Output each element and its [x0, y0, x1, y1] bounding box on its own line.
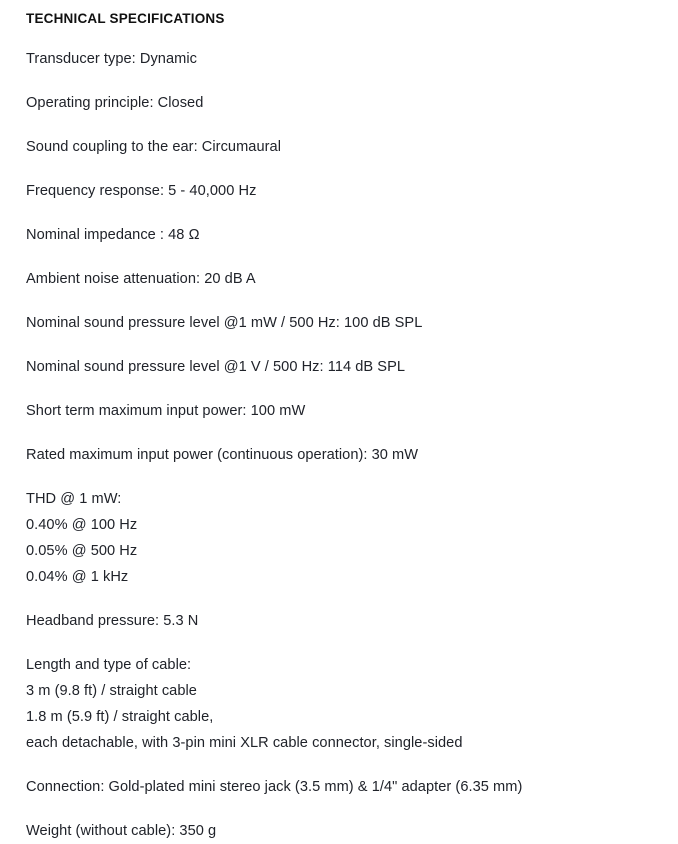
spec-line: Nominal sound pressure level @1 mW / 500 Hz: 100 dB SPL	[26, 315, 423, 331]
spec-group	[26, 608, 658, 634]
spec-group	[26, 774, 658, 800]
spec-line: Weight (without cable): 350 g	[26, 823, 217, 839]
spec-line: Short term maximum input power: 100 mW	[26, 403, 306, 419]
spec-group	[26, 442, 658, 468]
spec-line: THD @ 1 mW:	[26, 491, 122, 507]
spec-group	[26, 398, 658, 424]
spec-line: Transducer type: Dynamic	[26, 51, 197, 67]
spec-line: 0.40% @ 100 Hz	[26, 517, 138, 533]
spec-line: 3 m (9.8 ft) / straight cable	[26, 683, 197, 699]
spec-line: 0.04% @ 1 kHz	[26, 569, 129, 585]
spec-line: Frequency response: 5 - 40,000 Hz	[26, 183, 257, 199]
page-title: TECHNICAL SPECIFICATIONS	[26, 11, 225, 26]
spec-line: Nominal sound pressure level @1 V / 500 Hz: 114 dB SPL	[26, 359, 406, 375]
spec-group	[26, 134, 658, 160]
spec-line: 0.05% @ 500 Hz	[26, 543, 138, 559]
spec-group	[26, 652, 658, 756]
spec-group	[26, 354, 658, 380]
spec-line: Sound coupling to the ear: Circumaural	[26, 139, 282, 155]
spec-line: Ambient noise attenuation: 20 dB A	[26, 271, 256, 287]
spec-line: Operating principle: Closed	[26, 95, 204, 111]
spec-group	[26, 222, 658, 248]
spec-line: each detachable, with 3-pin mini XLR cable connector, single-sided	[26, 735, 463, 751]
spec-line: Headband pressure: 5.3 N	[26, 613, 199, 629]
specification-list	[26, 46, 658, 844]
spec-line: Length and type of cable:	[26, 657, 192, 673]
spec-group	[26, 46, 658, 72]
spec-line: Rated maximum input power (continuous operation): 30 mW	[26, 447, 419, 463]
spec-group	[26, 486, 658, 590]
spec-line: 1.8 m (5.9 ft) / straight cable,	[26, 709, 214, 725]
spec-group	[26, 818, 658, 844]
spec-group	[26, 178, 658, 204]
spec-line: Nominal impedance : 48 Ω	[26, 227, 200, 243]
spec-group	[26, 90, 658, 116]
spec-group	[26, 310, 658, 336]
spec-group	[26, 266, 658, 292]
spec-line: Connection: Gold-plated mini stereo jack (3.5 mm) & 1/4" adapter (6.35 mm)	[26, 779, 523, 795]
